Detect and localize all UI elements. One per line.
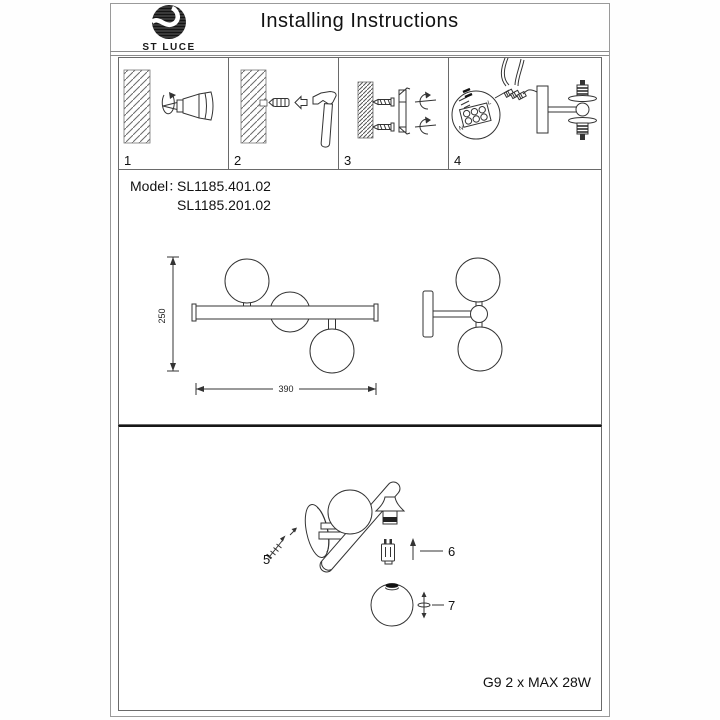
steps-table: [118, 57, 602, 170]
wires: [501, 58, 524, 86]
fixture-side-icon: [537, 80, 597, 140]
height-dimension-label: 250: [157, 308, 167, 324]
step-number: 2: [234, 153, 242, 168]
screw-icon: [373, 123, 394, 131]
step-cell-1: [119, 58, 229, 169]
hammer-icon: [313, 92, 336, 148]
dimension-drawing: [119, 170, 601, 423]
side-view: [423, 258, 502, 371]
step-cell-4: [449, 58, 601, 169]
rotate-arrow-icon: [415, 92, 436, 110]
model-value: SL1185.201.02: [177, 197, 271, 213]
wiring-fixture-icon: [449, 58, 601, 153]
mounting-screw-icon: [267, 528, 298, 559]
rotate-arrow-icon: [415, 117, 436, 135]
step-cell-3: [339, 58, 449, 169]
drill-wall-icon: [119, 58, 227, 153]
brand-name: ST LUCE: [142, 42, 196, 53]
part-5-label: 5: [263, 552, 271, 567]
part-6-label: 6: [448, 544, 456, 559]
arrow-left-icon: [295, 97, 307, 109]
wiring-neutral-label: N: [458, 125, 465, 133]
drill-icon: [162, 92, 213, 120]
anchor-icon: [269, 99, 289, 107]
model-value: SL1185.401.02: [177, 178, 271, 194]
g9-bulb-icon: [382, 539, 395, 564]
assembly-section: [118, 425, 602, 711]
screws-bracket-icon: [339, 58, 447, 153]
screw-icon: [373, 98, 394, 106]
front-view: [157, 257, 378, 395]
header-divider: [110, 51, 609, 56]
terminal-block-icon: [454, 100, 497, 132]
part-7-label: 7: [448, 598, 456, 613]
step-number: 3: [344, 153, 352, 168]
glass-sphere-icon: [371, 583, 413, 626]
bracket-icon: [399, 88, 410, 134]
ground-symbol: [459, 97, 470, 108]
model-label: Model：: [130, 178, 183, 194]
assembly-drawing: [119, 427, 601, 709]
page-title: Installing Instructions: [260, 10, 459, 32]
step-number: 4: [454, 153, 462, 168]
hammer-anchor-icon: [229, 58, 337, 153]
step-number: 1: [124, 153, 132, 168]
model-section: [118, 170, 602, 425]
width-dimension-label: 390: [278, 384, 294, 394]
rotate-indicator-icon: [418, 592, 430, 619]
mounted-sphere: [328, 490, 372, 534]
wiring-line-label: L: [487, 99, 492, 107]
step-cell-2: [229, 58, 339, 169]
lamp-spec: G9 2 x MAX 28W: [482, 674, 591, 690]
wire-connectors: [504, 84, 526, 104]
